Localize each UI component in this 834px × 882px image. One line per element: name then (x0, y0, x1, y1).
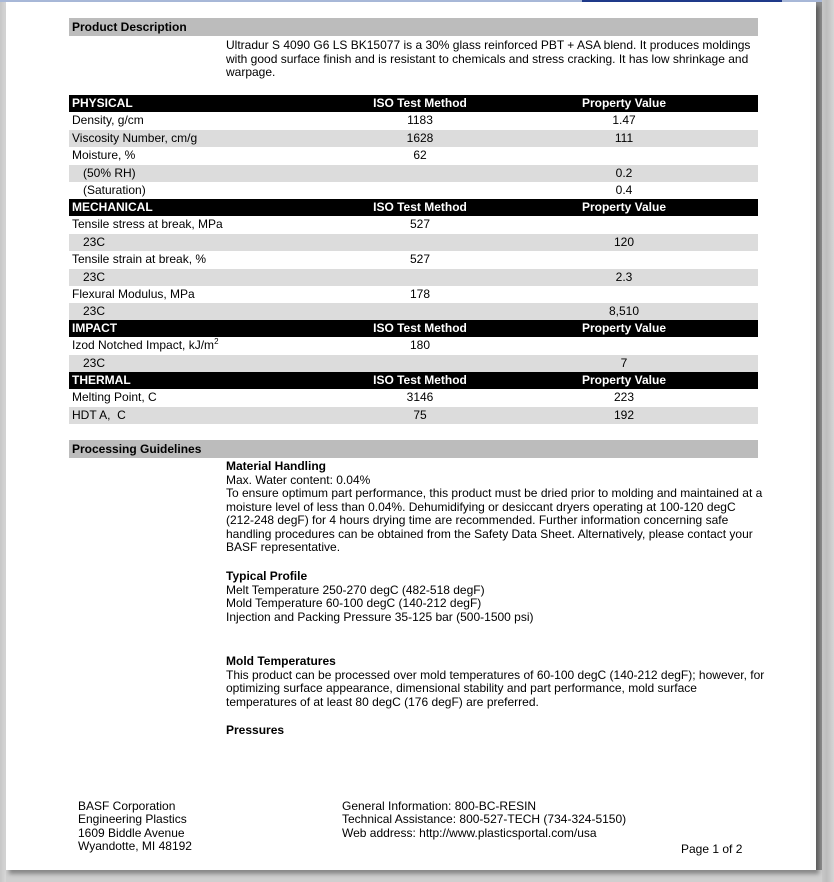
iso-method: 178 (409, 286, 431, 301)
iso-method-header: ISO Test Method (373, 96, 467, 110)
property-label: 23C (83, 304, 106, 319)
table-header-row (69, 320, 758, 337)
iso-method-header: ISO Test Method (373, 200, 467, 214)
table-header-row (69, 372, 758, 389)
table-header-row (69, 199, 758, 216)
iso-method-header: ISO Test Method (373, 373, 467, 387)
typical-profile-section (226, 570, 766, 624)
material-handling-body: To ensure optimum part performance, this product must be dried prior to molding and maintained at a moisture level of less than 0.04%. Dehumidifying or desiccant dryers operating at 100-120 degC (212-248 degF) for 4 hours drying time are recommended. Further information concerning safe handling procedures can be obtained from the Safety Data Sheet. Alternatively, please contact your BASF representative. (226, 486, 763, 554)
property-label: (Saturation) (83, 182, 146, 197)
iso-method: 3146 (406, 390, 434, 405)
property-value: 7 (620, 355, 628, 370)
physical-table (69, 95, 758, 199)
city-state-zip: Wyandotte, MI 48192 (78, 838, 192, 853)
section-label: IMPACT (72, 321, 118, 335)
street: 1609 Biddle Avenue (78, 825, 185, 840)
superscript: 2 (214, 337, 219, 347)
property-label: HDT A, C (72, 407, 126, 422)
product-description-heading: Product Description (69, 18, 758, 36)
table-row (69, 251, 758, 268)
page-number: Page 1 of 2 (681, 842, 743, 856)
property-value: 223 (613, 390, 635, 405)
property-value: 192 (613, 407, 635, 422)
property-label-text: Izod Notched Impact, kJ/m (72, 338, 215, 353)
iso-method: 180 (409, 338, 431, 353)
property-label: Moisture, % (72, 148, 136, 163)
material-handling-section (226, 460, 766, 555)
table-row (69, 147, 758, 164)
general-info: General Information: 800-BC-RESIN (342, 799, 537, 813)
property-label: Viscosity Number, cm/g (72, 130, 198, 145)
property-label: (50% RH) (83, 165, 136, 180)
property-label: Melting Point, C (72, 390, 157, 405)
viewer-bottom-gutter (6, 870, 822, 882)
table-row (69, 182, 758, 199)
property-label: Flexural Modulus, MPa (72, 286, 195, 301)
footer-contact (342, 800, 626, 840)
iso-method: 1628 (406, 130, 434, 145)
thermal-table (69, 372, 758, 424)
iso-method: 527 (409, 217, 431, 232)
table-row (69, 269, 758, 286)
table-row (69, 355, 758, 372)
property-value-header: Property Value (581, 373, 667, 387)
property-value: 0.2 (615, 165, 633, 180)
property-value: 1.47 (612, 113, 636, 128)
property-value: 120 (613, 234, 635, 249)
mold-temperatures-heading: Mold Temperatures (226, 654, 336, 668)
iso-method: 1183 (407, 113, 433, 128)
section-label: THERMAL (72, 373, 131, 387)
iso-method: 527 (409, 252, 431, 267)
mold-temperatures-section (226, 655, 766, 709)
mechanical-table (69, 199, 758, 321)
mold-temperature: Mold Temperature 60-100 degC (140-212 degF) (226, 596, 482, 610)
division: Engineering Plastics (78, 812, 187, 827)
melt-temperature: Melt Temperature 250-270 degC (482-518 degF) (226, 582, 485, 597)
mold-temperatures-body: This product can be processed over mold temperatures of 60-100 degC (140-212 degF); however, for optimizing surface appearance, dimensional stability and part performance, mold surface temperatures of at least 80 degC (176 degF) are preferred. (226, 667, 765, 709)
processing-guidelines-heading: Processing Guidelines (69, 440, 758, 458)
table-row (69, 303, 758, 320)
table-row (69, 389, 758, 406)
section-label: MECHANICAL (72, 200, 153, 214)
web-address[interactable]: Web address: http://www.plasticsportal.com/usa (342, 825, 597, 840)
technical-assistance: Technical Assistance: 800-527-TECH (734-324-5150) (342, 812, 627, 827)
product-description-text: Ultradur S 4090 G6 LS BK15077 is a 30% glass reinforced PBT + ASA blend. It produces moldings with good surface finish and is resistant to chemicals and stress cracking. It has low shrinkage and warpage. (226, 38, 751, 79)
viewer-scrollbar[interactable] (822, 0, 834, 882)
property-label: 23C (83, 234, 106, 249)
property-value-header: Property Value (581, 96, 667, 110)
table-row (69, 216, 758, 233)
property-label: Density, g/cm (72, 113, 144, 128)
table-row (69, 112, 758, 129)
table-row (69, 234, 758, 251)
injection-pressure: Injection and Packing Pressure 35-125 bar (500-1500 psi) (226, 609, 534, 624)
property-label (72, 337, 219, 354)
water-content: Max. Water content: 0.04% (226, 472, 371, 487)
table-row (69, 130, 758, 147)
pressures-heading: Pressures (226, 723, 285, 737)
typical-profile-heading: Typical Profile (226, 569, 308, 583)
section-label: PHYSICAL (72, 96, 133, 110)
property-value: 0.4 (615, 182, 633, 197)
property-label: Tensile strain at break, % (72, 252, 207, 267)
table-row (69, 337, 758, 354)
iso-method-header: ISO Test Method (373, 321, 467, 335)
company-name: BASF Corporation (78, 799, 176, 813)
property-label: 23C (83, 269, 106, 284)
property-value-header: Property Value (581, 321, 667, 335)
iso-method: 62 (413, 148, 427, 163)
pressures-section (226, 724, 766, 738)
property-value: 8,510 (608, 304, 640, 319)
table-row (69, 286, 758, 303)
table-row (69, 407, 758, 424)
table-row (69, 165, 758, 182)
material-handling-heading: Material Handling (226, 459, 327, 473)
footer-address (78, 800, 192, 853)
property-value-header: Property Value (581, 200, 667, 214)
property-value: 111 (614, 130, 634, 145)
property-label: 23C (83, 355, 106, 370)
iso-method: 75 (413, 407, 427, 422)
document-page (6, 2, 816, 870)
property-value: 2.3 (615, 269, 633, 284)
property-label: Tensile stress at break, MPa (72, 217, 223, 232)
table-header-row (69, 95, 758, 112)
impact-table (69, 320, 758, 372)
